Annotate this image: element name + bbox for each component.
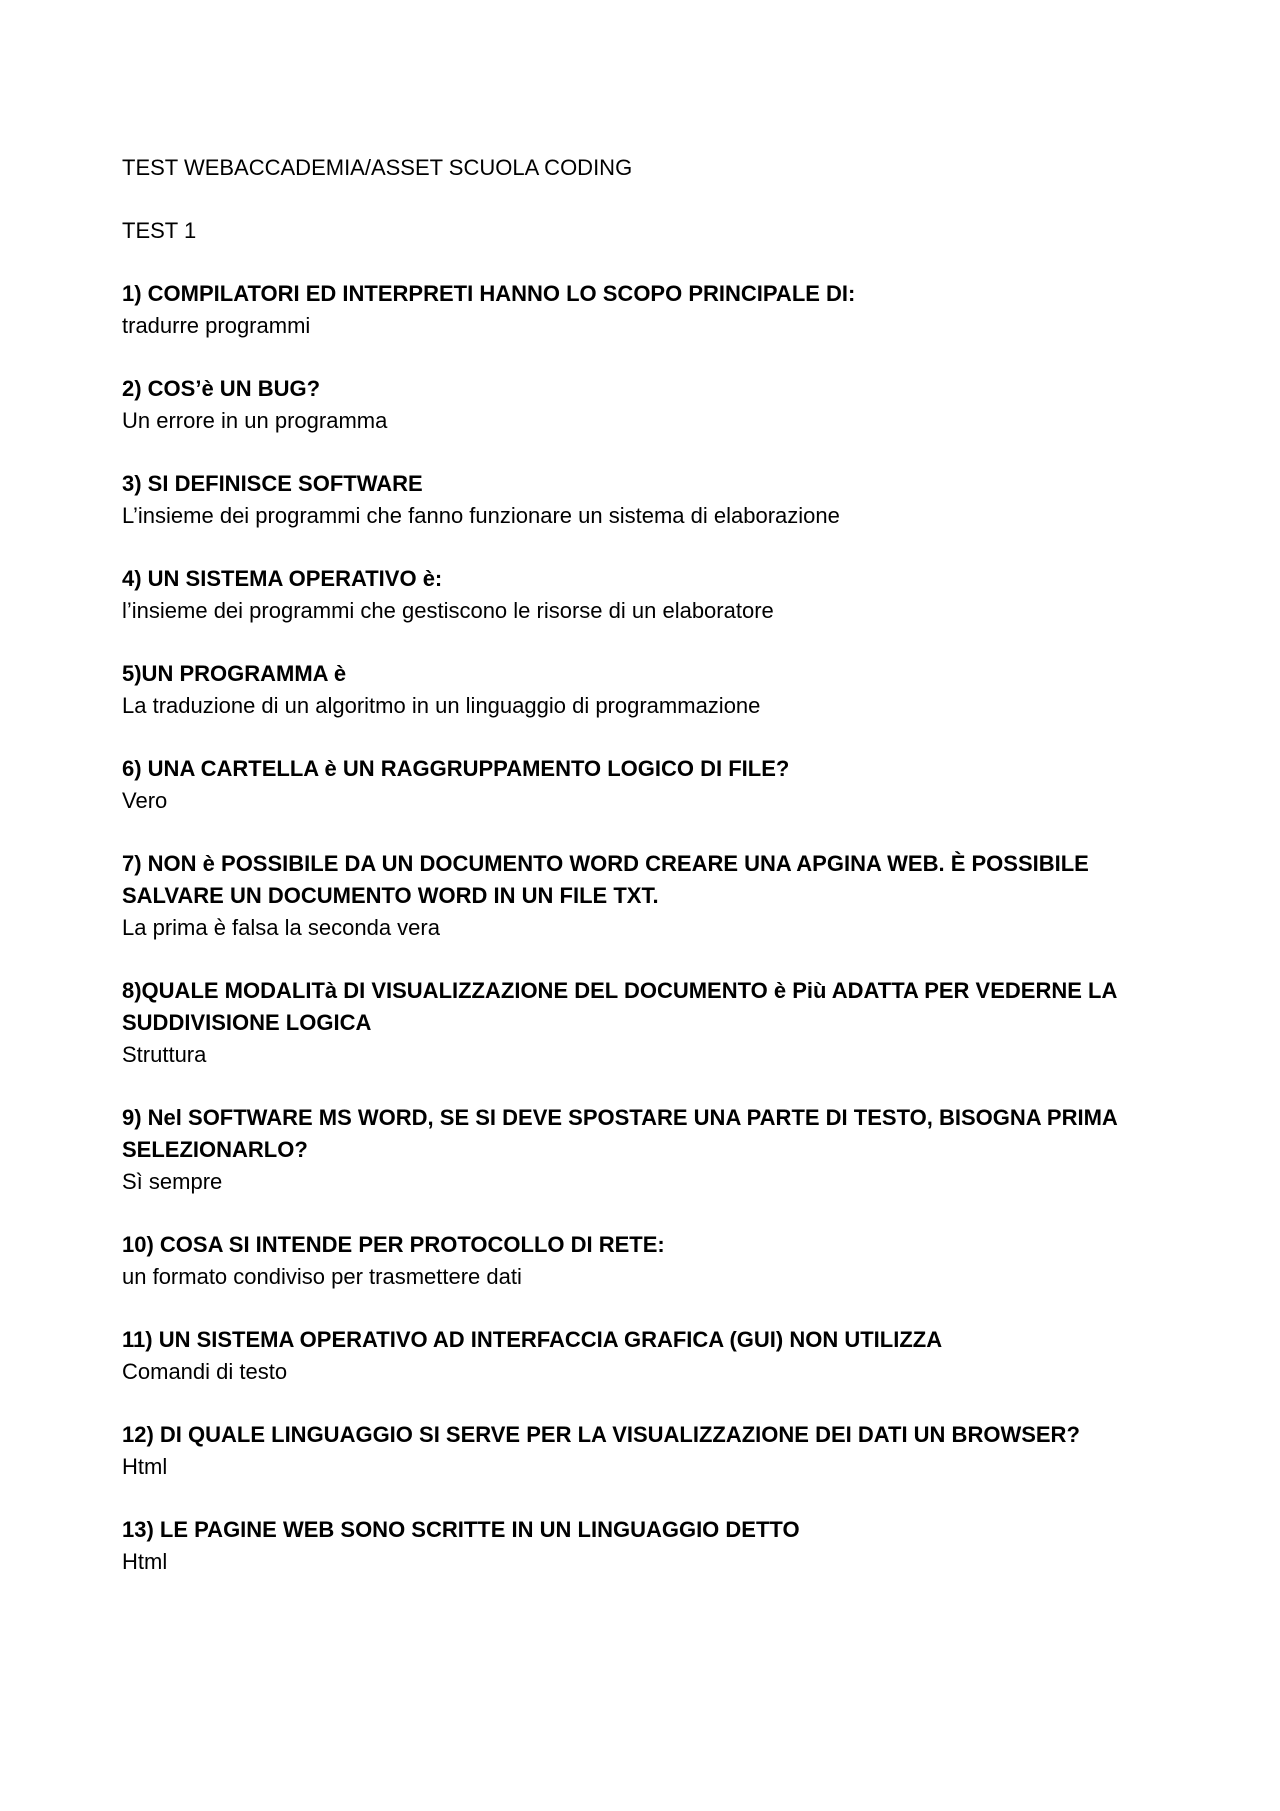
question-text: 5)UN PROGRAMMA è bbox=[122, 661, 347, 686]
document-title: TEST WEBACCADEMIA/ASSET SCUOLA CODING bbox=[122, 155, 633, 180]
question-text: 4) UN SISTEMA OPERATIVO è: bbox=[122, 566, 443, 591]
question-block-11 bbox=[122, 1324, 1132, 1388]
question-block-3 bbox=[122, 468, 1132, 532]
question-text: 11) UN SISTEMA OPERATIVO AD INTERFACCIA GRAFICA (GUI) NON UTILIZZA bbox=[122, 1327, 943, 1352]
question-text: 3) SI DEFINISCE SOFTWARE bbox=[122, 471, 423, 496]
question-block-5 bbox=[122, 658, 1132, 722]
question-text: 10) COSA SI INTENDE PER PROTOCOLLO DI RETE: bbox=[122, 1232, 665, 1257]
question-block-4 bbox=[122, 563, 1132, 627]
answer-text: Html bbox=[122, 1454, 168, 1479]
document-body bbox=[122, 152, 1132, 1609]
answer-text: Comandi di testo bbox=[122, 1359, 288, 1384]
question-text: 6) UNA CARTELLA è UN RAGGRUPPAMENTO LOGICO DI FILE? bbox=[122, 756, 790, 781]
answer-text: La prima è falsa la seconda vera bbox=[122, 915, 440, 940]
answer-text: La traduzione di un algoritmo in un linguaggio di programmazione bbox=[122, 693, 761, 718]
question-text: 13) LE PAGINE WEB SONO SCRITTE IN UN LINGUAGGIO DETTO bbox=[122, 1517, 800, 1542]
question-text: 7) NON è POSSIBILE DA UN DOCUMENTO WORD CREARE UNA APGINA WEB. È POSSIBILE SALVARE UN DOCUMENTO WORD IN UN FILE TXT. bbox=[122, 851, 1089, 908]
answer-text: Struttura bbox=[122, 1042, 207, 1067]
question-block-7 bbox=[122, 848, 1132, 944]
answer-text: Html bbox=[122, 1549, 168, 1574]
question-text: 2) COS’è UN BUG? bbox=[122, 376, 321, 401]
answer-text: tradurre programmi bbox=[122, 313, 311, 338]
question-block-10 bbox=[122, 1229, 1132, 1293]
question-text: 1) COMPILATORI ED INTERPRETI HANNO LO SCOPO PRINCIPALE DI: bbox=[122, 281, 856, 306]
answer-text: Vero bbox=[122, 788, 168, 813]
question-block-2 bbox=[122, 373, 1132, 437]
question-text: 8)QUALE MODALITà DI VISUALIZZAZIONE DEL DOCUMENTO è Più ADATTA PER VEDERNE LA SUDDIVISIONE LOGICA bbox=[122, 978, 1117, 1035]
question-block-6 bbox=[122, 753, 1132, 817]
question-block-9 bbox=[122, 1102, 1132, 1198]
answer-text: Un errore in un programma bbox=[122, 408, 388, 433]
test-label: TEST 1 bbox=[122, 218, 197, 243]
question-block-8 bbox=[122, 975, 1132, 1071]
answer-text: un formato condiviso per trasmettere dati bbox=[122, 1264, 522, 1289]
answer-text: l’insieme dei programmi che gestiscono le risorse di un elaboratore bbox=[122, 598, 774, 623]
question-block-12 bbox=[122, 1419, 1132, 1483]
question-block-1 bbox=[122, 278, 1132, 342]
question-text: 9) Nel SOFTWARE MS WORD, SE SI DEVE SPOSTARE UNA PARTE DI TESTO, BISOGNA PRIMA SELEZIONARLO? bbox=[122, 1105, 1117, 1162]
answer-text: L’insieme dei programmi che fanno funzionare un sistema di elaborazione bbox=[122, 503, 840, 528]
question-text: 12) DI QUALE LINGUAGGIO SI SERVE PER LA VISUALIZZAZIONE DEI DATI UN BROWSER? bbox=[122, 1422, 1080, 1447]
answer-text: Sì sempre bbox=[122, 1169, 223, 1194]
question-block-13 bbox=[122, 1514, 1132, 1578]
